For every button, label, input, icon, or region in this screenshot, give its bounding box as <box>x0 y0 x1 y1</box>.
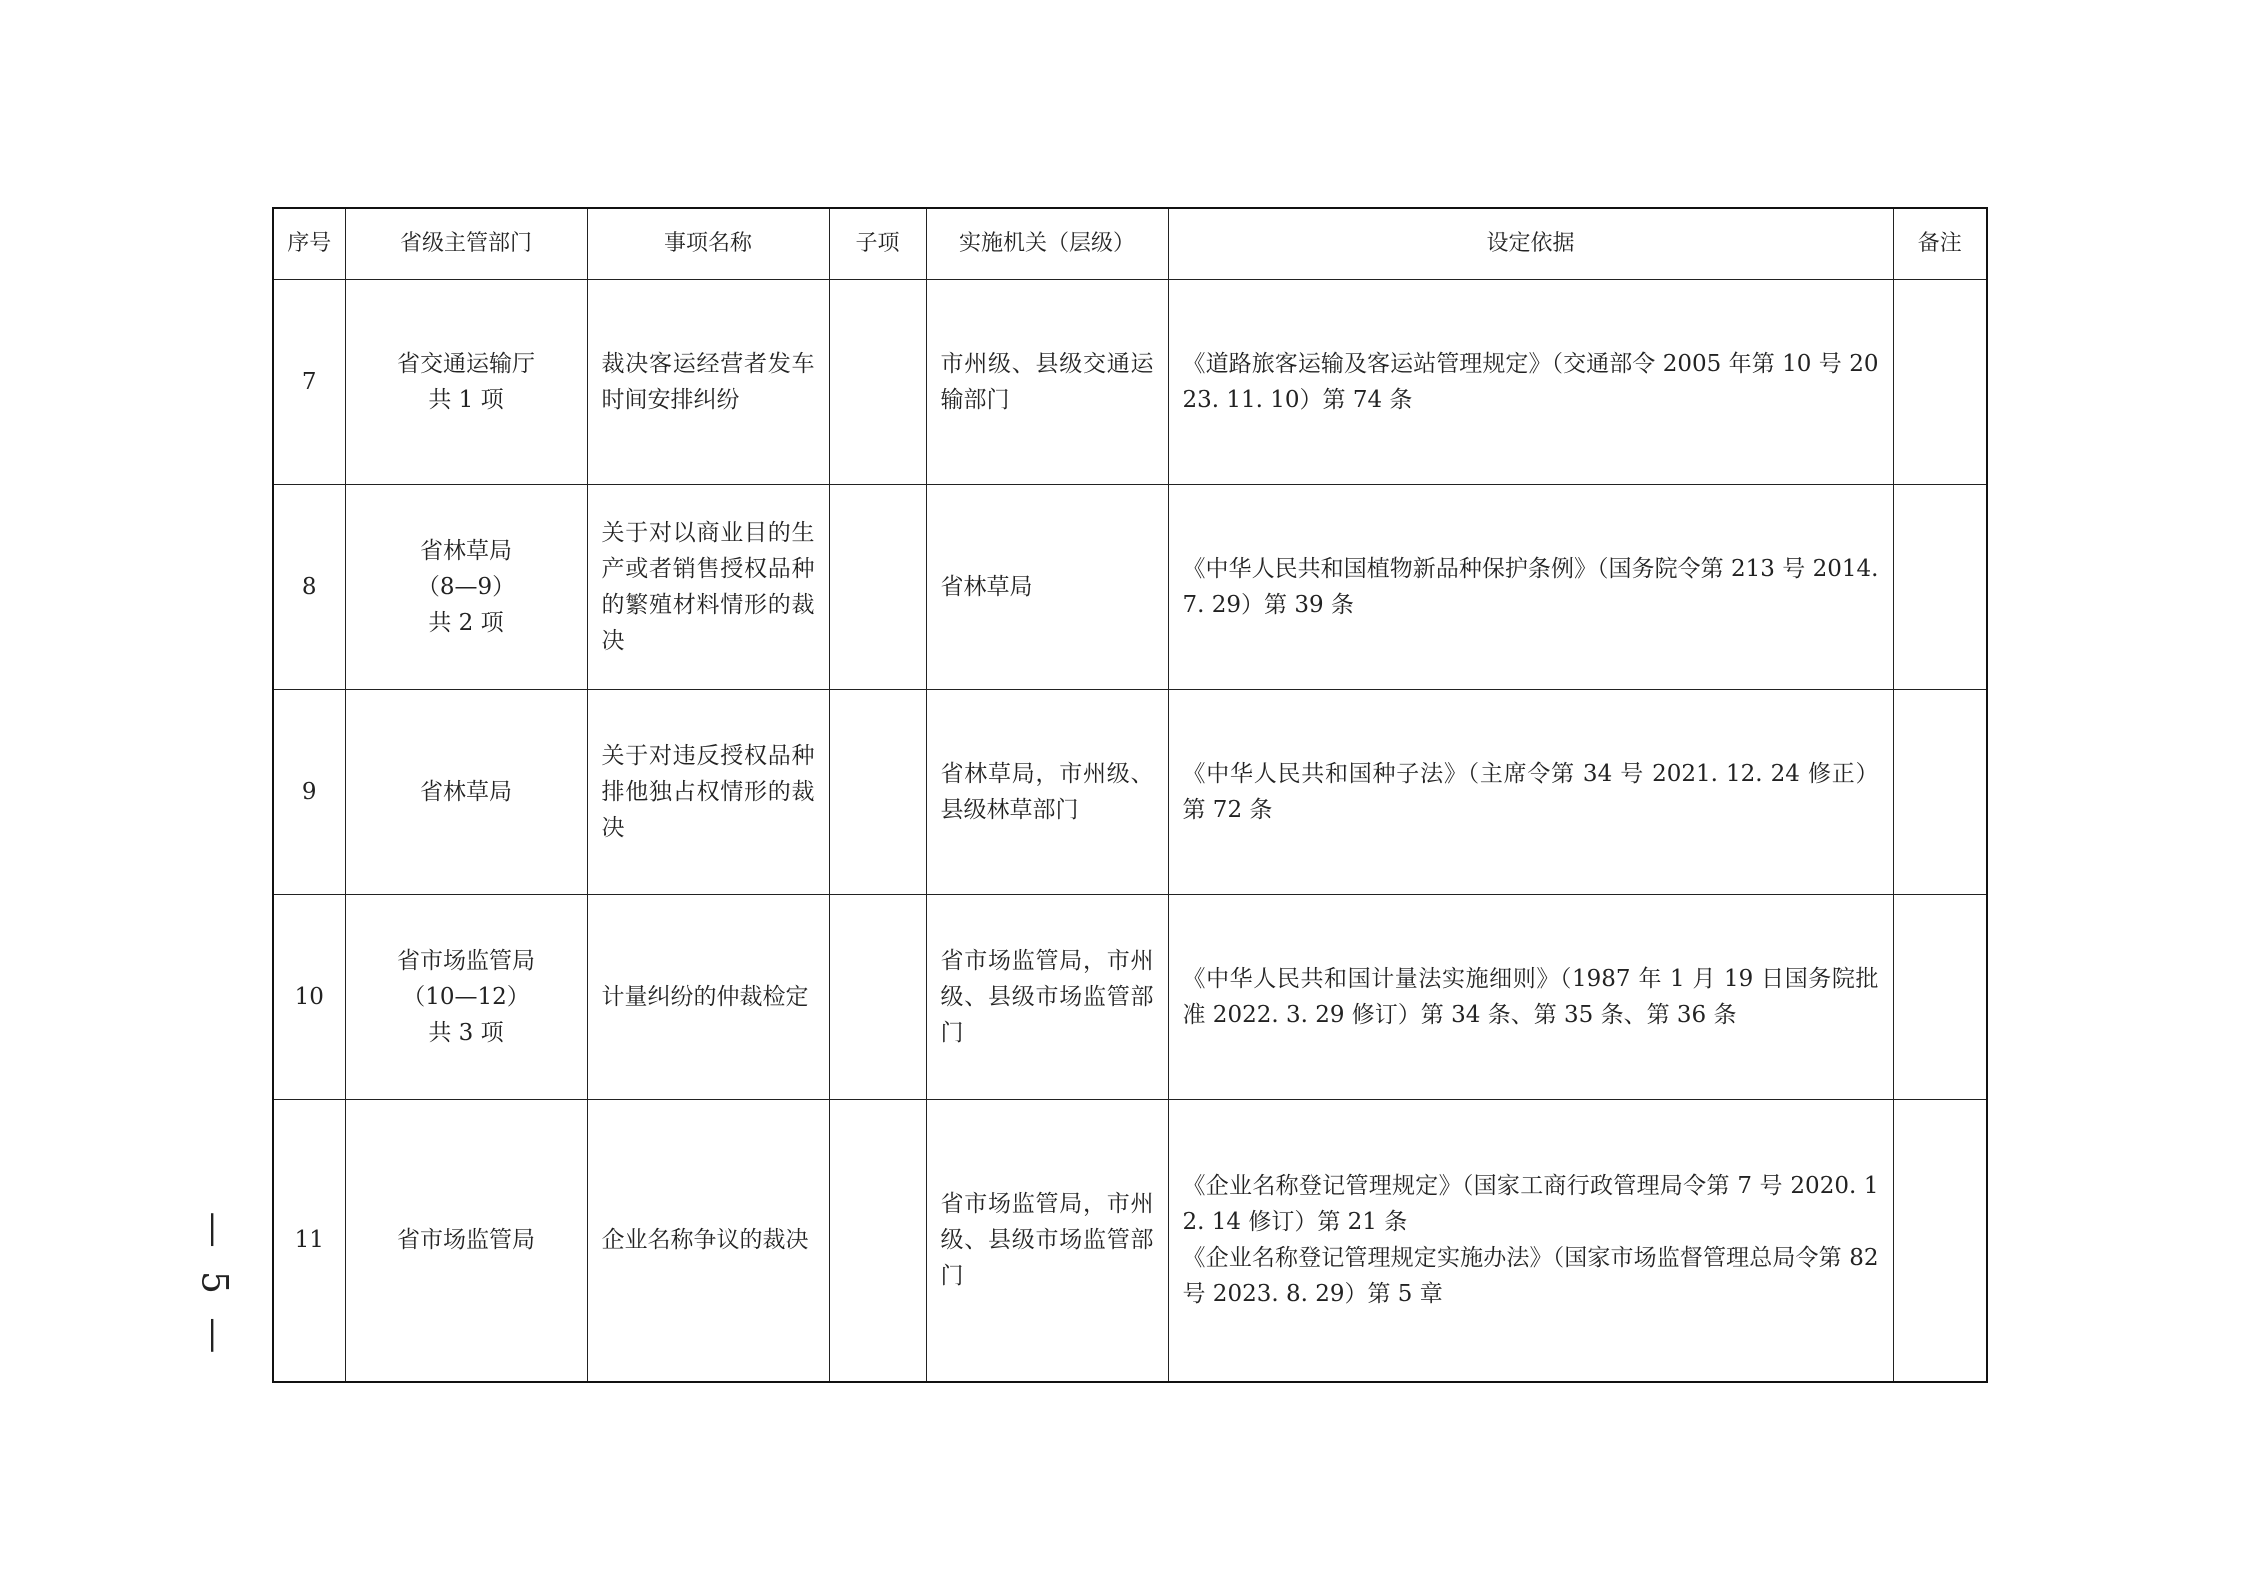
row-note <box>1893 1100 1987 1382</box>
table-row <box>273 485 1987 690</box>
row-basis <box>1168 280 1893 485</box>
table-row <box>273 1100 1987 1382</box>
row-basis <box>1168 690 1893 895</box>
row-dept-line: 共 2 项 <box>428 610 504 636</box>
row-no: 11 <box>273 1100 345 1382</box>
row-dept <box>345 1100 587 1382</box>
header-org: 实施机关（层级） <box>926 208 1168 280</box>
row-dept-line: 省交通运输厅 <box>397 351 535 377</box>
row-no: 9 <box>273 690 345 895</box>
header-sub: 子项 <box>829 208 926 280</box>
page-number-text: — 5 — <box>193 1211 235 1359</box>
page-number <box>193 1211 235 1359</box>
row-org: 省市场监管局，市州级、县级市场监管部门 <box>926 895 1168 1100</box>
row-basis <box>1168 1100 1893 1382</box>
row-dept-line: 共 3 项 <box>428 1020 504 1046</box>
row-basis-line: 《企业名称登记管理规定实施办法》（国家市场监督管理总局令第 82 号 2023. 8. 29）第 5 章 <box>1182 1245 1879 1308</box>
row-org: 省林草局，市州级、县级林草部门 <box>926 690 1168 895</box>
row-dept-line: （10—12） <box>402 984 530 1010</box>
row-no: 7 <box>273 280 345 485</box>
row-dept-line: 省林草局 <box>420 779 512 805</box>
row-dept-line: 共 1 项 <box>428 387 504 413</box>
row-item: 企业名称争议的裁决 <box>587 1100 829 1382</box>
row-note <box>1893 690 1987 895</box>
row-item: 裁决客运经营者发车时间安排纠纷 <box>587 280 829 485</box>
row-basis-line: 《道路旅客运输及客运站管理规定》（交通部令 2005 年第 10 号 2023. 11. 10）第 74 条 <box>1182 351 1879 413</box>
header-basis: 设定依据 <box>1168 208 1893 280</box>
row-item: 计量纠纷的仲裁检定 <box>587 895 829 1100</box>
row-org: 省林草局 <box>926 485 1168 690</box>
header-note: 备注 <box>1893 208 1987 280</box>
row-dept-line: 省市场监管局 <box>397 948 535 974</box>
row-item: 关于对违反授权品种排他独占权情形的裁决 <box>587 690 829 895</box>
row-sub <box>829 280 926 485</box>
table-row <box>273 280 1987 485</box>
row-dept <box>345 690 587 895</box>
row-dept-line: （8—9） <box>416 574 516 600</box>
row-dept <box>345 895 587 1100</box>
row-dept <box>345 280 587 485</box>
row-basis <box>1168 485 1893 690</box>
row-no: 10 <box>273 895 345 1100</box>
row-basis-line: 《企业名称登记管理规定》（国家工商行政管理局令第 7 号 2020. 12. 14 修订）第 21 条 <box>1182 1173 1879 1236</box>
row-note <box>1893 485 1987 690</box>
table-row <box>273 895 1987 1100</box>
table-row <box>273 690 1987 895</box>
header-item: 事项名称 <box>587 208 829 280</box>
items-table <box>272 207 1988 1383</box>
row-sub <box>829 895 926 1100</box>
row-sub <box>829 1100 926 1382</box>
header-no: 序号 <box>273 208 345 280</box>
row-dept-line: 省市场监管局 <box>397 1227 535 1254</box>
row-basis-line: 《中华人民共和国植物新品种保护条例》（国务院令第 213 号 2014. 7. 29）第 39 条 <box>1182 556 1879 618</box>
row-dept <box>345 485 587 690</box>
row-sub <box>829 690 926 895</box>
row-sub <box>829 485 926 690</box>
header-dept: 省级主管部门 <box>345 208 587 280</box>
row-item: 关于对以商业目的生产或者销售授权品种的繁殖材料情形的裁决 <box>587 485 829 690</box>
row-basis <box>1168 895 1893 1100</box>
row-dept-line: 省林草局 <box>420 538 512 564</box>
row-org: 省市场监管局，市州级、县级市场监管部门 <box>926 1100 1168 1382</box>
row-note <box>1893 895 1987 1100</box>
row-basis-line: 《中华人民共和国种子法》（主席令第 34 号 2021. 12. 24 修正）第 72 条 <box>1182 761 1879 823</box>
row-no: 8 <box>273 485 345 690</box>
row-org: 市州级、县级交通运输部门 <box>926 280 1168 485</box>
row-basis-line: 《中华人民共和国计量法实施细则》（1987 年 1 月 19 日国务院批准 2022. 3. 29 修订）第 34 条、第 35 条、第 36 条 <box>1182 966 1879 1028</box>
row-note <box>1893 280 1987 485</box>
table-header-row <box>273 208 1987 280</box>
